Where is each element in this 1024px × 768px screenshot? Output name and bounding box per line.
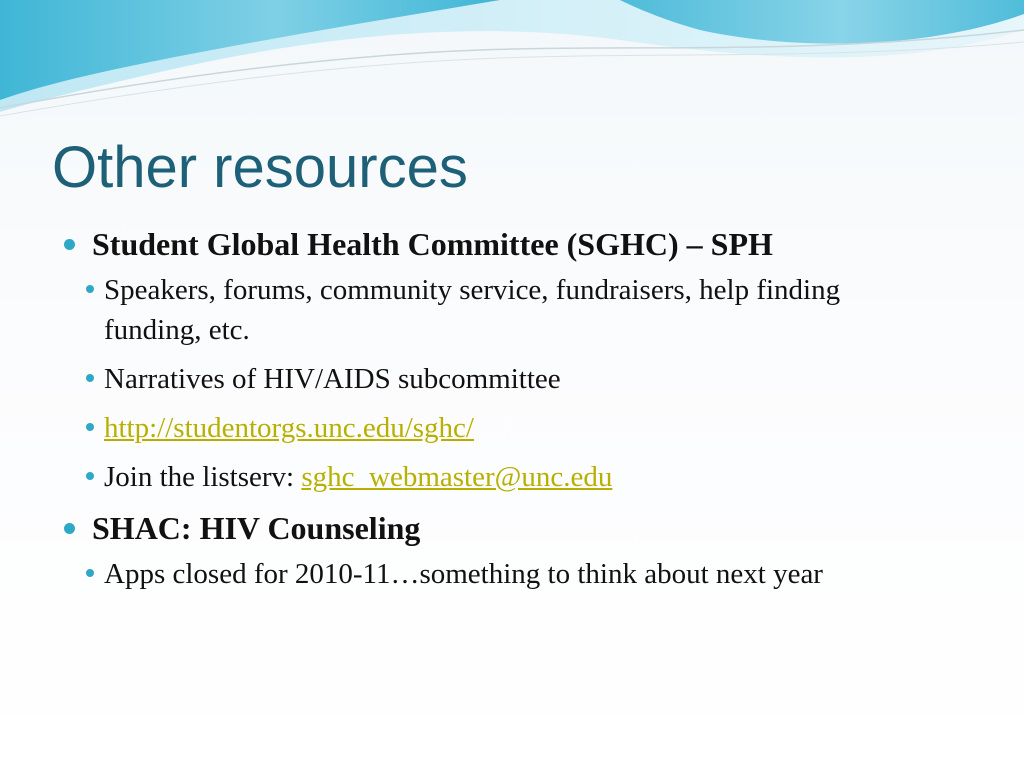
sub-list-item-text: Narratives of HIV/AIDS subcommittee xyxy=(104,363,561,395)
sub-list-item xyxy=(62,359,924,399)
bullet-icon xyxy=(86,472,94,480)
bullet-icon xyxy=(64,523,75,534)
bullet-icon xyxy=(64,239,75,250)
bullet-icon xyxy=(86,285,94,293)
sub-list xyxy=(62,270,982,497)
list-item-text: Student Global Health Committee (SGHC) – SPH xyxy=(92,226,773,262)
list-item xyxy=(62,506,982,550)
website-link[interactable]: http://studentorgs.unc.edu/sghc/ xyxy=(104,412,474,444)
sub-list xyxy=(62,554,982,594)
sub-list-item xyxy=(62,457,924,497)
header-wave-decoration xyxy=(0,0,1024,130)
email-link[interactable]: sghc_webmaster@unc.edu xyxy=(301,461,613,493)
slide-title: Other resources xyxy=(52,135,468,200)
bullet-icon xyxy=(86,423,94,431)
sub-list-item xyxy=(62,270,924,350)
sub-list-item-text: Speakers, forums, community service, fundraisers, help finding funding, etc. xyxy=(104,274,841,346)
sub-list-item-text: Apps closed for 2010-11…something to think about next year xyxy=(104,558,823,590)
bullet-icon xyxy=(86,569,94,577)
list-item-text: SHAC: HIV Counseling xyxy=(92,510,421,546)
sub-list-item xyxy=(62,554,924,594)
sub-list-item xyxy=(62,408,924,448)
sub-list-item-text: Join the listserv: xyxy=(104,461,302,493)
bullet-list xyxy=(62,222,982,603)
list-item xyxy=(62,222,982,266)
bullet-icon xyxy=(86,374,94,382)
